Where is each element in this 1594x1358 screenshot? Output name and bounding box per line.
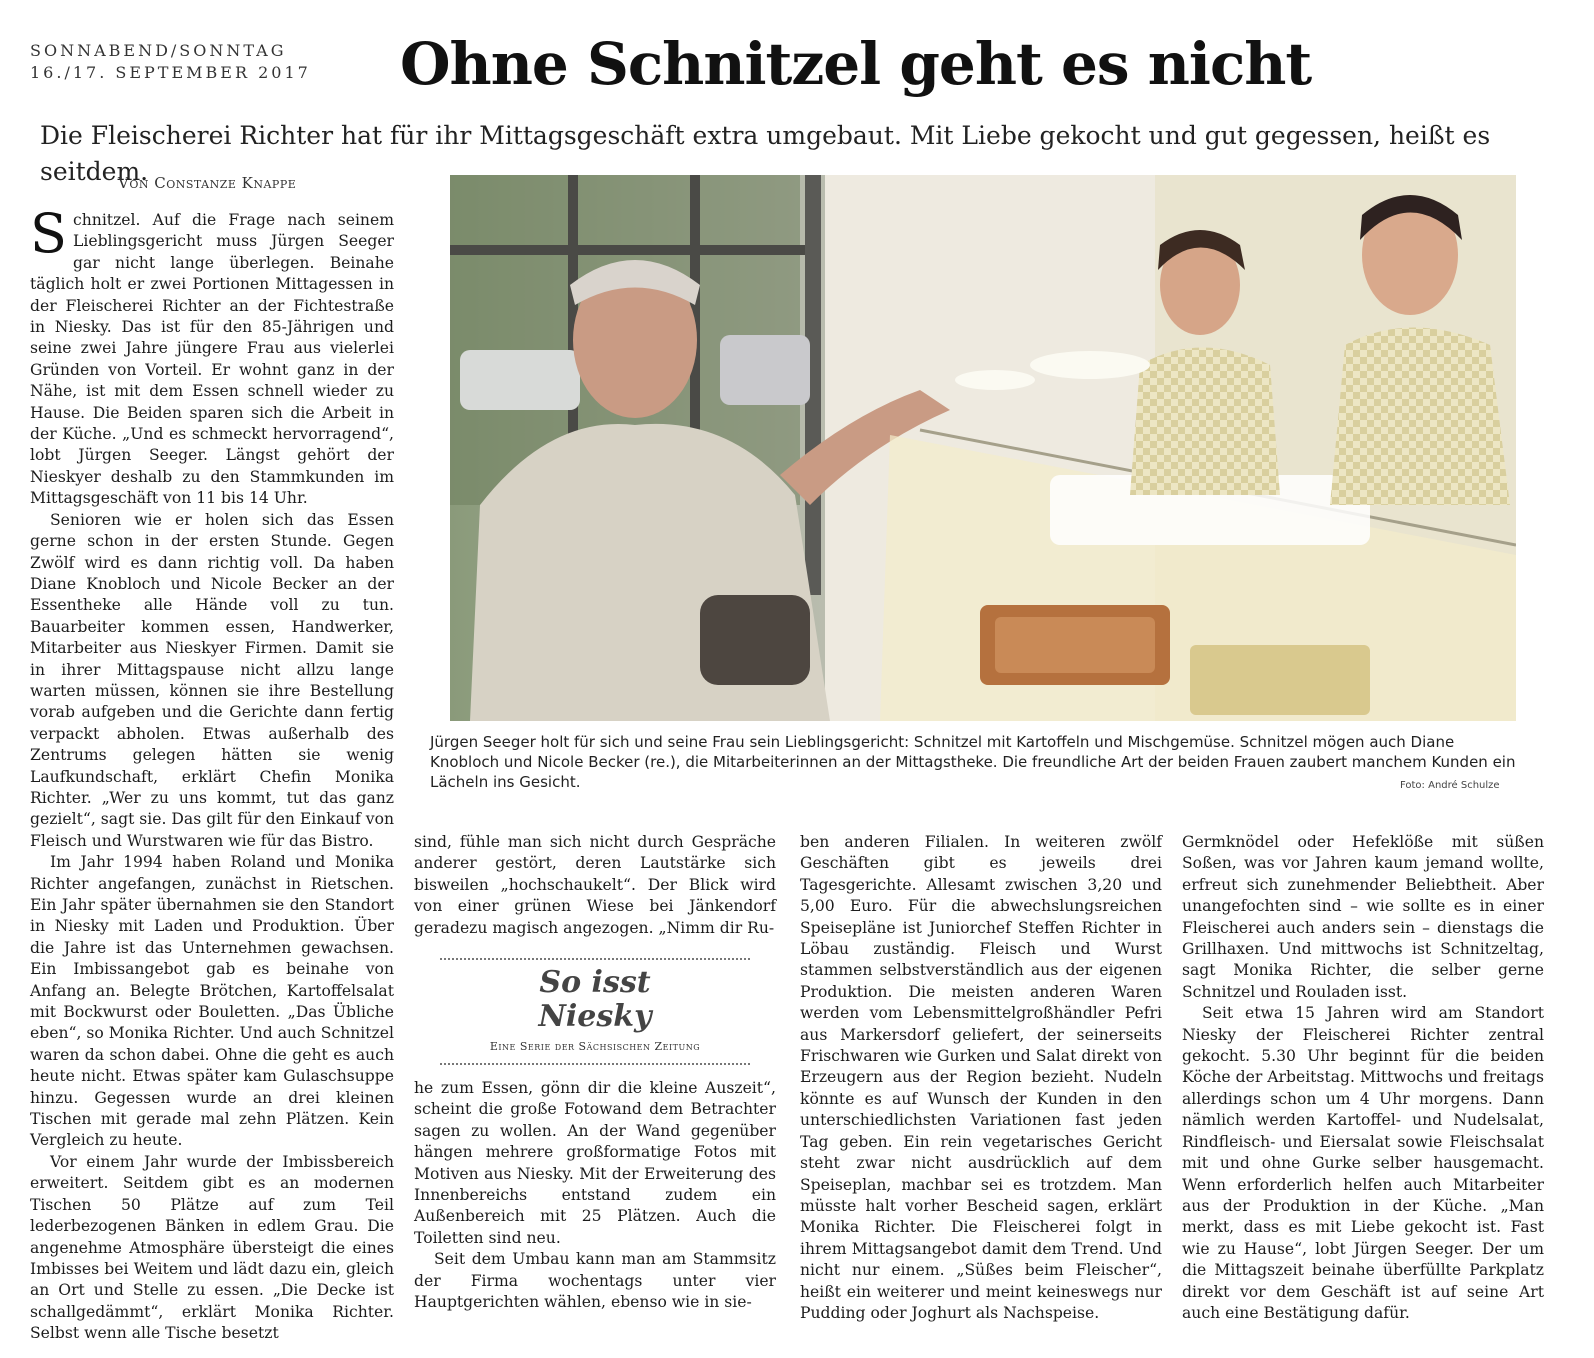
paragraph: Senioren wie er holen sich das Essen gerne schon in der ersten Stunde. Gegen Zwölf wird es dann richtig voll. Da haben Diane Knobloch und Nicole Becker an der Essentheke alle Hände voll zu tun. Bauarbeiter kommen essen, Handwerker, Mitarbeiter aus Nieskyer Firmen. Damit sie in ihrer Mittagspause nicht allzu lange warten müssen, können sie ihre Bestellung vorab aufgeben und die Gerichte dann fertig verpackt abholen. Etwas außerhalb des Zentrums gelegen hätten sie wenig Laufkundschaft, erklärt Chefin Monika Richter. „Wer zu uns kommt, tut das ganz gezielt“, sagt sie. Das gilt für den Einkauf von Fleisch und Wurstwaren wie für das Bistro.	[30, 510, 394, 850]
paragraph: Seit etwa 15 Jahren wird am Standort Niesky der Fleischerei Richter zentral gekocht. 5.30 Uhr beginnt für die beiden Köche der Arbeitstag. Mittwochs und freitags allerdings schon um 4 Uhr morgens. Dann nämlich werden Kartoffel- und Nudelsalat, Rindfleisch- und Eiersalat sowie Fleischsalat mit und ohne Gurke selber hausgemacht. Wenn erforderlich helfen auch Mitarbeiter aus der Produktion in der Küche. „Man merkt, dass es mit Liebe gekocht ist. Fast wie zu Hause“, lobt Jürgen Seeger. Der um die Mittagszeit beinahe überfüllte Parkplatz direkt vor dem Geschäft ist auf seine Art auch eine Bestätigung dafür.	[1182, 1004, 1544, 1322]
subheadline: Die Fleischerei Richter hat für ihr Mittagsgeschäft extra umgebaut. Mit Liebe gekocht und gut gegessen, heißt es seitdem.	[40, 121, 1491, 186]
paragraph: he zum Essen, gönn dir die kleine Auszeit“, scheint die große Fotowand dem Betrachter sagen zu wollen. An der Wand gegenüber hängen mehrere großformatige Fotos mit Motiven aus Niesky. Mit der Erweiterung des Innenbereichs entstand zudem ein Außenbereich mit 25 Plätzen. Auch die Toiletten sind neu.	[414, 1079, 776, 1247]
dateline	[30, 40, 360, 84]
headline: Ohne Schnitzel geht es nicht	[400, 30, 1312, 98]
dropcap: S	[30, 202, 67, 265]
paragraph: Im Jahr 1994 haben Roland und Monika Richter angefangen, zunächst in Rietschen. Ein Jahr später übernahmen sie den Standort in Niesky mit Laden und Produktion. Über die Jahre ist das Unternehmen gewachsen. Ein Imbissangebot gab es beinahe von Anfang an. Belegte Brötchen, Kartoffelsalat mit Bockwurst oder Bouletten. „Das Übliche eben“, so Monika Richter. Und auch Schnitzel waren da schon dabei. Ohne die geht es auch heute nicht. Etwas später kam Gulaschsuppe hinzu. Gegessen wurde an drei kleinen Tischen mit gerade mal zehn Plätzen. Kein Vergleich zu heute.	[30, 853, 394, 1150]
paragraph	[30, 202, 394, 510]
series-subtitle: Eine Serie der Sächsischen Zeitung	[489, 1040, 701, 1053]
article-column-3	[800, 832, 1162, 1324]
paragraph: Seit dem Umbau kann man am Stammsitz der Firma wochentags unter vier Hauptgerichten wählen, ebenso wie in sie-	[414, 1250, 776, 1312]
article-column-2	[414, 832, 776, 939]
photo-illustration	[450, 175, 1516, 721]
series-title-line-1: So isst	[539, 965, 651, 1000]
paragraph: ben anderen Filialen. In weiteren zwölf Geschäften gibt es jeweils drei Tagesgerichte. Allesamt zwischen 3,20 und 5,00 Euro. Für die abwechslungsreichen Speisepläne ist Juniorchef Steffen Richter in Löbau zuständig. Fleisch und Wurst stammen selbstverständlich aus der eigenen Produktion. Die meisten anderen Waren werden vom Lebensmittelgroßhändler Pefri aus Markersdorf geliefert, der seinerseits Frischwaren wie Gurken und Salat direkt von Erzeugern aus der Region bezieht. Nudeln könnte es auf Wunsch der Kunden in den unterschiedlichsten Variationen fast jeden Tag geben. Ein rein vegetarisches Gericht steht zwar nicht ausdrücklich auf dem Speiseplan, machbar sei es trotzdem. Man müsste halt vorher Bescheid sagen, erklärt Monika Richter. Die Fleischerei folgt in ihrem Mittagsangebot damit dem Trend. Und nicht nur einem. „Süßes beim Fleischer“, heißt ein weiterer und meint keineswegs nur Pudding oder Joghurt als Nachspeise.	[800, 833, 1162, 1322]
article-photo	[450, 175, 1516, 721]
series-title-line-2: Niesky	[538, 999, 652, 1034]
paragraph-text: chnitzel. Auf die Frage nach seinem Lieblingsgericht muss Jürgen Seeger gar nicht lange überlegen. Beinahe täglich holt er zwei Portionen Mittagessen in der Fleischerei Richter an der Fichtestraße in Niesky. Das ist für den 85-Jährigen und seine zwei Jahre jüngere Frau aus vielerlei Gründen von Vorteil. Er wohnt ganz in der Nähe, ist mit dem Essen schnell wieder zu Hause. Die Beiden sparen sich die Arbeit in der Küche. „Und es schmeckt hervorragend“, lobt Jürgen Seeger. Längst gehört der Nieskyer deshalb zu den Stammkunden im Mittagsgeschäft von 11 bis 14 Uhr.	[30, 211, 394, 508]
paragraph: sind, fühle man sich nicht durch Gespräche anderer gestört, deren Lautstärke sich bisweilen „hochschaukelt“. Der Blick wird von einer grünen Wiese bei Jänkendorf geradezu magisch angezogen. „Nimm dir Ru-	[414, 833, 776, 937]
dateline-day: SONNABEND/SONNTAG	[30, 41, 287, 60]
article-column-1	[30, 202, 394, 1343]
series-box	[440, 958, 750, 1065]
paragraph: Germknödel oder Hefeklöße mit süßen Soßen, was vor Jahren kaum jemand wollte, erfreut sich zunehmender Beliebtheit. Aber unangefochten sind – wie sollte es in einer Fleischerei auch anders sein – dienstags die Grillhaxen. Und mittwochs ist Schnitzeltag, sagt Monika Richter, die selber gerne Schnitzel und Rouladen isst.	[1182, 833, 1544, 1001]
photo-caption: Jürgen Seeger holt für sich und seine Frau sein Lieblingsgericht: Schnitzel mit Kartoffeln und Mischgemüse. Schnitzel mögen auch Diane Knobloch und Nicole Becker (re.), die Mitarbeiterinnen an der Mittagstheke. Die freundliche Art der beiden Frauen zaubert manchem Kunden ein Lächeln ins Gesicht.	[430, 733, 1516, 791]
dateline-date: 16./17. SEPTEMBER 2017	[30, 63, 311, 82]
byline: Von Constanze Knappe	[118, 174, 297, 192]
paragraph: Vor einem Jahr wurde der Imbissbereich erweitert. Seitdem gibt es an modernen Tischen 50 Plätze auf zum Teil lederbezogenen Bänken in edlem Grau. Die angenehme Atmosphäre übersteigt die eines Imbisses bei Weitem und lädt dazu ein, gleich an Ort und Stelle zu essen. „Die Decke ist schallgedämmt“, erklärt Monika Richter. Selbst wenn alle Tische besetzt	[30, 1152, 394, 1343]
photo-credit: Foto: André Schulze	[1400, 780, 1500, 791]
article-column-2-continued	[414, 1078, 776, 1313]
article-column-4	[1182, 832, 1544, 1324]
